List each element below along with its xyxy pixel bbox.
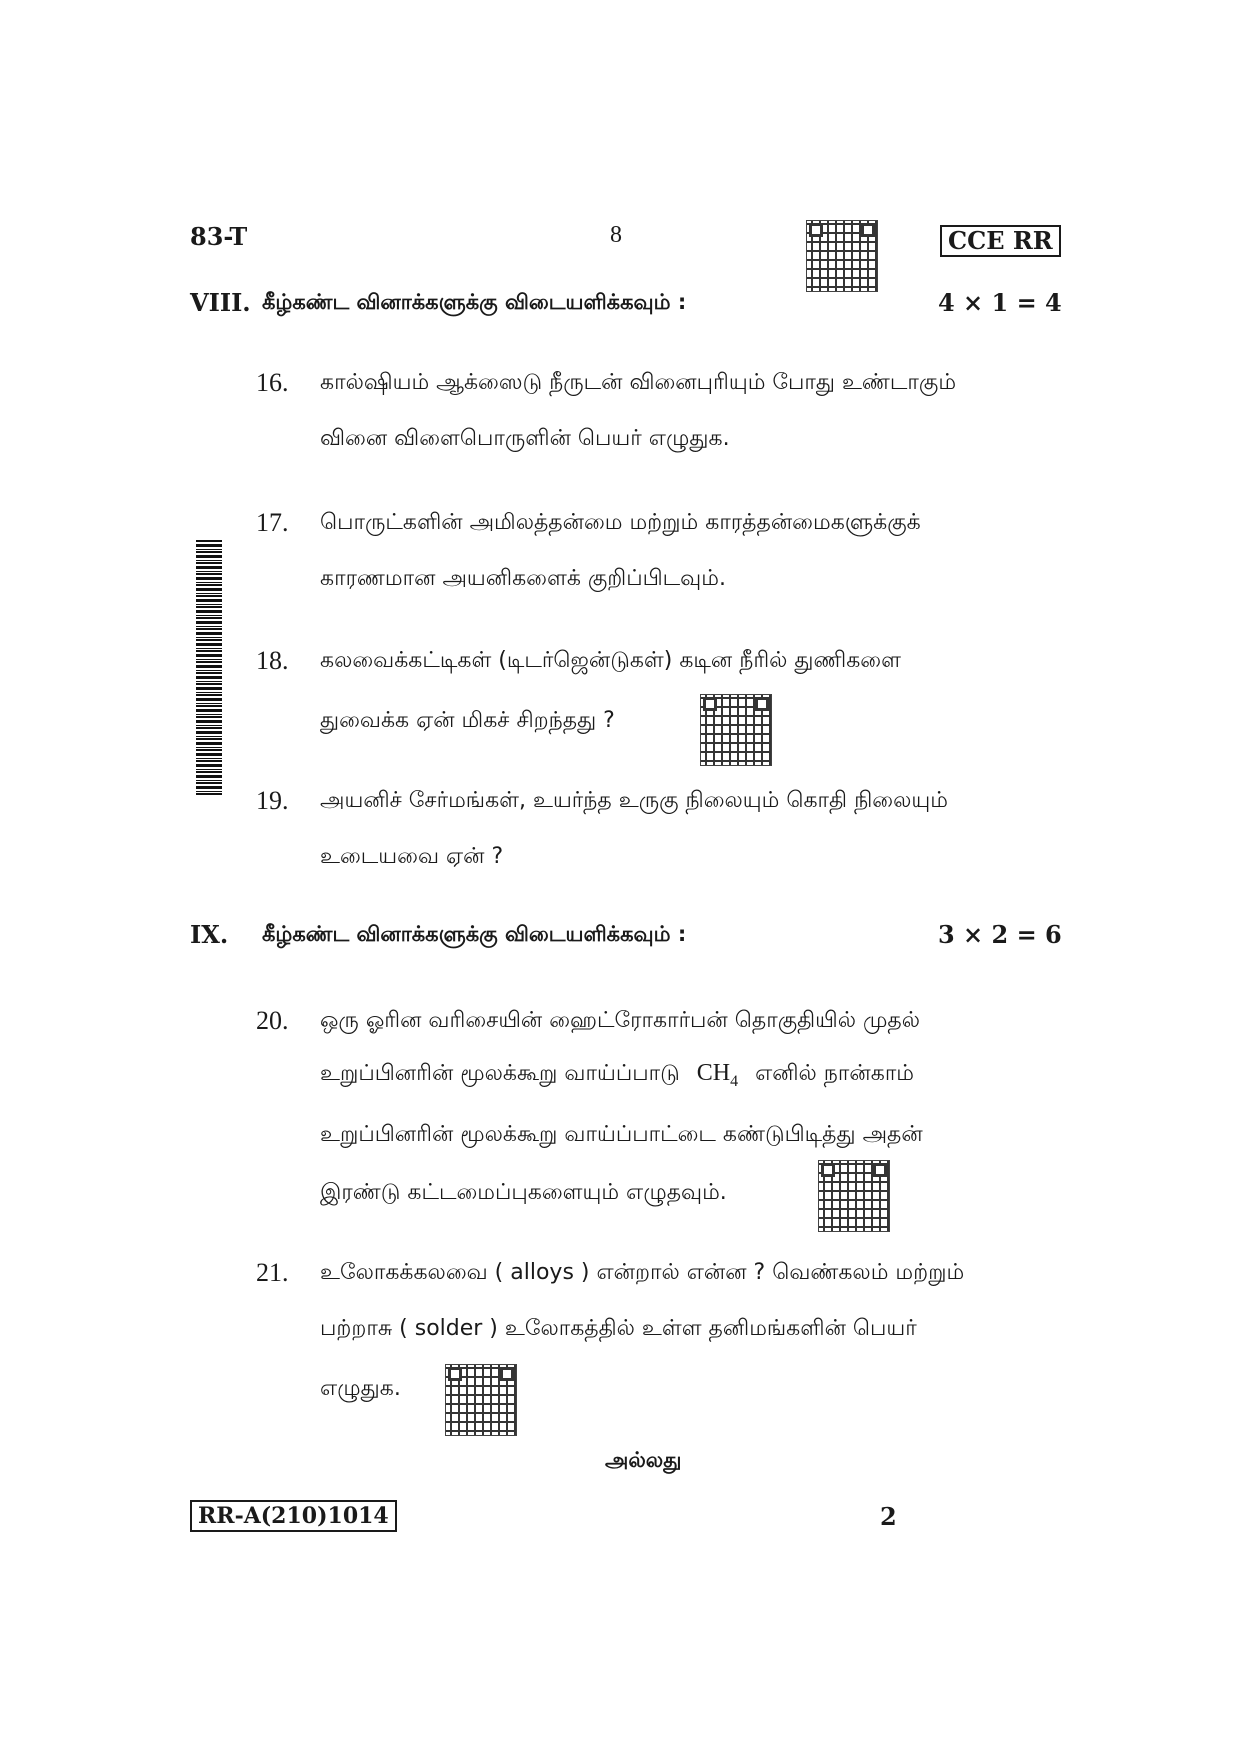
qr-code-q20 <box>818 1160 890 1232</box>
formula-ch: CH <box>696 1060 731 1086</box>
question-21-line3: எழுதுக. <box>320 1376 401 1401</box>
qr-code-header <box>806 220 878 292</box>
question-17-line1: பொருட்களின் அமிலத்தன்மை மற்றும் காரத்தன்மைகளுக்குக் <box>320 510 921 535</box>
section-viii-numeral: VIII. <box>190 288 251 317</box>
question-18-number: 18. <box>256 646 289 675</box>
question-20-line2-text-a: உறுப்பினரின் மூலக்கூறு வாய்ப்பாடு <box>320 1061 680 1086</box>
section-ix-numeral: IX. <box>190 920 229 949</box>
question-16-number: 16. <box>256 368 289 397</box>
question-17-line2: காரணமான அயனிகளைக் குறிப்பிடவும். <box>320 566 726 591</box>
qr-code-q18 <box>700 694 772 766</box>
question-21-number: 21. <box>256 1258 289 1287</box>
page-number: 8 <box>610 222 622 248</box>
question-20-line4: இரண்டு கட்டமைப்புகளையும் எழுதவும். <box>320 1180 727 1205</box>
question-21-line1: உலோகக்கலவை ( alloys ) என்றால் என்ன ? வெண்கலம் மற்றும் <box>320 1260 965 1285</box>
section-ix-title: கீழ்கண்ட வினாக்களுக்கு விடையளிக்கவும் : <box>262 922 687 946</box>
series-badge: CCE RR <box>940 225 1061 257</box>
or-label: அல்லது <box>605 1448 682 1472</box>
section-viii-title: கீழ்கண்ட வினாக்களுக்கு விடையளிக்கவும் : <box>262 290 687 314</box>
section-ix-marks: 3 × 2 = 6 <box>938 920 1062 949</box>
question-20-line3: உறுப்பினரின் மூலக்கூறு வாய்ப்பாட்டை கண்டுபிடித்து அதன் <box>320 1122 923 1147</box>
question-19-line1: அயனிச் சேர்மங்கள், உயர்ந்த உருகு நிலையும் கொதி நிலையும் <box>320 788 948 813</box>
formula-ch4 <box>696 1060 739 1090</box>
question-21-line2: பற்றாசு ( solder ) உலோகத்தில் உள்ள தனிமங்களின் பெயர் <box>320 1316 917 1341</box>
section-viii-marks: 4 × 1 = 4 <box>938 288 1062 317</box>
question-20-number: 20. <box>256 1006 289 1035</box>
question-19-number: 19. <box>256 786 289 815</box>
formula-subscript: 4 <box>730 1072 739 1090</box>
barcode <box>196 540 222 795</box>
question-16-line2: வினை விளைபொருளின் பெயர் எழுதுக. <box>320 426 730 451</box>
question-18-line1: கலவைக்கட்டிகள் (டிடர்ஜென்டுகள்) கடின நீரில் துணிகளை <box>320 648 901 673</box>
qr-code-q21 <box>445 1364 517 1436</box>
question-19-line2: உடையவை ஏன் ? <box>320 844 504 869</box>
question-20-line2-text-b: எனில் நான்காம் <box>755 1061 915 1086</box>
question-18-line2: துவைக்க ஏன் மிகச் சிறந்தது ? <box>320 708 615 733</box>
footer-code: RR-A(210)1014 <box>190 1500 397 1532</box>
question-16-line1: கால்ஷியம் ஆக்ஸைடு நீருடன் வினைபுரியும் போது உண்டாகும் <box>320 370 957 395</box>
question-20-line1: ஒரு ஓரின வரிசையின் ஹைட்ரோகார்பன் தொகுதியில் முதல் <box>320 1008 921 1033</box>
question-17-number: 17. <box>256 508 289 537</box>
paper-code: 83-T <box>190 222 248 251</box>
question-20-line2 <box>320 1060 914 1091</box>
sheet-number: 2 <box>880 1502 897 1531</box>
